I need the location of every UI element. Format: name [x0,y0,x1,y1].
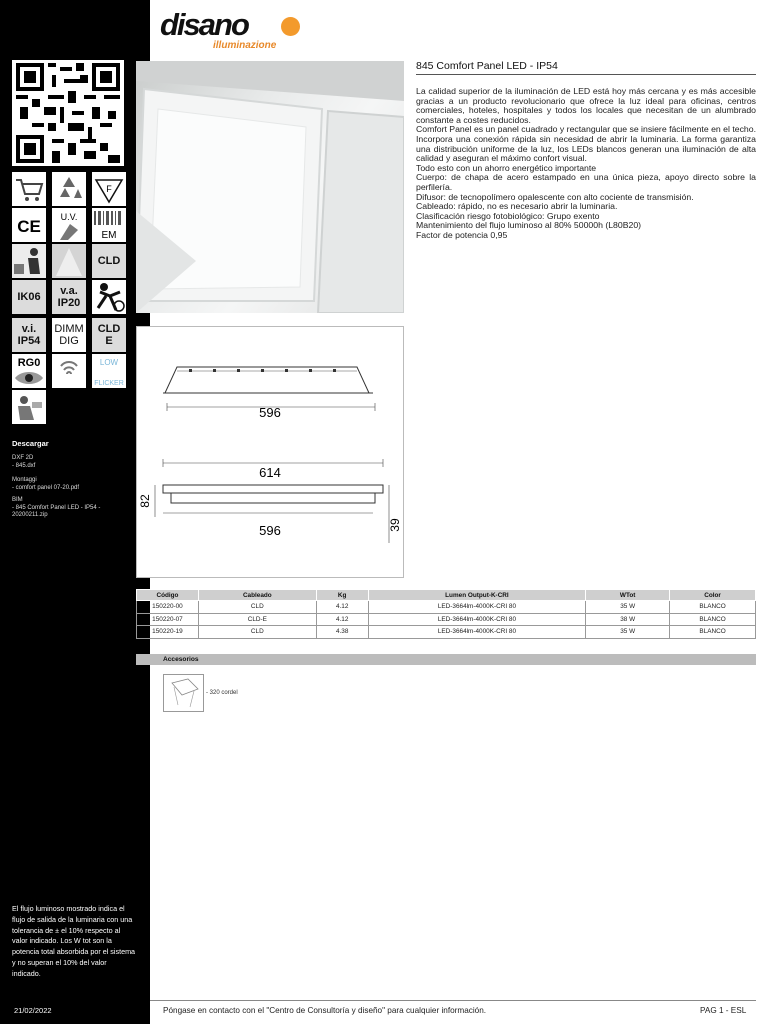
cell-color: BLANCO [670,601,756,614]
accessories-header: Accesorios [136,654,756,665]
cell-kg: 4.38 [316,626,368,639]
uv-badge [52,208,86,242]
print-date: 21/02/2022 [14,1006,52,1015]
ce-mark-icon [12,208,46,242]
sidebar [0,0,150,1024]
montaggi-download-link[interactable]: - comfort panel 07-20.pdf [12,485,80,491]
footer-contact: Póngase en contacto con el "Centro de Consultoría y diseño" para cualquier información. [163,1006,487,1015]
waves-icon [52,354,86,388]
f-mark-icon [92,172,126,206]
description-paragraph: Mantenimiento del flujo luminoso al 80% 50000h (L80B20) [416,220,642,231]
col-codigo: Código [137,590,199,601]
cell-cableado: CLD-E [198,613,316,626]
svg-text:FLICKER: FLICKER [94,380,124,387]
person-installing-icon [12,244,46,278]
cell-wtot: 35 W [586,601,670,614]
product-photo [136,61,404,313]
dimension-39: 39 [388,518,402,532]
cell-lumen: LED-3664lm-4000K-CRI 80 [368,613,586,626]
va-ip20-badge: v.a. IP20 [52,280,86,314]
logo-sun-icon [281,17,300,36]
accessory-label: - 320 cordel [206,690,238,696]
col-color: Color [670,590,756,601]
ik06-badge: IK06 [12,280,46,314]
description-paragraph: Difusor: de tecnopolímero opalescente con alto cociente de transmisión. [416,191,694,202]
qr-code[interactable] [12,60,124,166]
logo-wordmark: disano [160,7,248,42]
cell-kg: 4.12 [316,601,368,614]
svg-text:F: F [106,184,112,194]
montaggi-label: Montaggi [12,477,37,483]
cell-lumen: LED-3664lm-4000K-CRI 80 [368,601,586,614]
col-wtot: WTot [586,590,670,601]
bim-download-link[interactable]: - 845 Comfort Panel LED - IP54 - 20200211.zip [12,505,101,518]
em-badge [92,208,126,242]
technical-drawing [136,326,404,578]
downloads-title: Descargar [12,439,49,448]
cell-cableado: CLD [198,601,316,614]
cell-codigo: 150220-19 [137,626,199,639]
description-paragraph: Cuerpo: de chapa de acero estampado en una única pieza, apoyo directo sobre la perfilería. [416,172,756,192]
person-reading-icon [12,390,46,424]
description-paragraph: Clasificación riesgo fotobiológico: Grupo exento [416,210,600,221]
dimension-596-top: 596 [259,405,281,420]
dimension-82: 82 [138,494,152,508]
dimension-596-bottom: 596 [259,523,281,538]
product-codes-table [136,589,756,639]
table-header-row [137,590,756,601]
col-kg: Kg [316,590,368,601]
bim-label: BIM [12,497,23,503]
cell-codigo: 150220-00 [137,601,199,614]
product-title: 845 Comfort Panel LED - IP54 [416,60,756,75]
description-paragraph: Cableado: rápido, no es necesario abrir la luminaria. [416,201,618,212]
dimension-614: 614 [259,465,281,480]
rg0-eye-icon [12,354,46,388]
page-number: PAG 1 - ESL [700,1006,747,1015]
col-cableado: Cableado [198,590,316,601]
disano-logo [160,7,310,54]
product-description [416,87,756,241]
svg-text:RG0: RG0 [17,357,41,369]
cell-lumen: LED-3664lm-4000K-CRI 80 [368,626,586,639]
footer-divider [150,1000,756,1001]
flux-note: El flujo luminoso mostrado indica el flujo de salida de la luminaria con una tolerancia de ± el 10% respecto al valor indicado. Los W tot son la potencia total absorbida por el sistema y no superan el 10% del valor indicado. [12,904,136,978]
shopping-cart-icon [12,172,46,206]
svg-text:U.V.: U.V. [60,212,78,222]
accessory-thumbnail[interactable] [163,674,204,712]
logo-subtitle: illuminazione [213,40,277,51]
svg-text:LOW: LOW [99,358,119,367]
qr-code-icon [16,63,120,163]
description-paragraph: Todo esto con un ahorro energético importante [416,162,597,173]
cord-icon [164,675,203,711]
svg-text:CE: CE [17,217,41,236]
recycling-icon [52,172,86,206]
description-paragraph: La calidad superior de la iluminación de LED está hoy más cercana y es más accesible gracias a un producto revolucionario que ofrece la luz ideal para oficinas, centros comerciales, hoteles, hospitales y todos los locales que necesitan de un alumbrado constante a costes reducidos. [416,86,756,125]
description-paragraph: Comfort Panel es un panel cuadrado y rectangular que se insiere fácilmente en el techo. Incorpora una conexión rápida sin necesidad de abrir la luminaria. La forma garantiza una distribución uniforme de la luz, los LEDs blancos generan una iluminación de alta calidad y aseguran el máximo confort visual. [416,124,756,164]
table-row [137,626,756,639]
ball-impact-icon [92,280,126,314]
col-lumen: Lumen Output-K-CRI [368,590,586,601]
cell-cableado: CLD [198,626,316,639]
description-paragraph: Factor de potencia 0,95 [416,229,508,240]
vi-ip54-badge: v.i. IP54 [12,318,46,352]
cell-kg: 4.12 [316,613,368,626]
cell-codigo: 150220-07 [137,613,199,626]
cell-color: BLANCO [670,626,756,639]
table-row [137,601,756,614]
low-flicker-badge [92,354,126,388]
light-cone-icon [52,244,86,278]
cell-wtot: 35 W [586,626,670,639]
cld-e-badge: CLD E [92,318,126,352]
svg-text:EM: EM [101,230,117,241]
dimm-dig-badge: DIMM DIG [52,318,86,352]
cell-wtot: 38 W [586,613,670,626]
dxf-label: DXF 2D [12,455,34,461]
dxf-download-link[interactable]: - 845.dxf [12,463,36,469]
table-row [137,613,756,626]
cld-badge: CLD [92,244,126,278]
cell-color: BLANCO [670,613,756,626]
